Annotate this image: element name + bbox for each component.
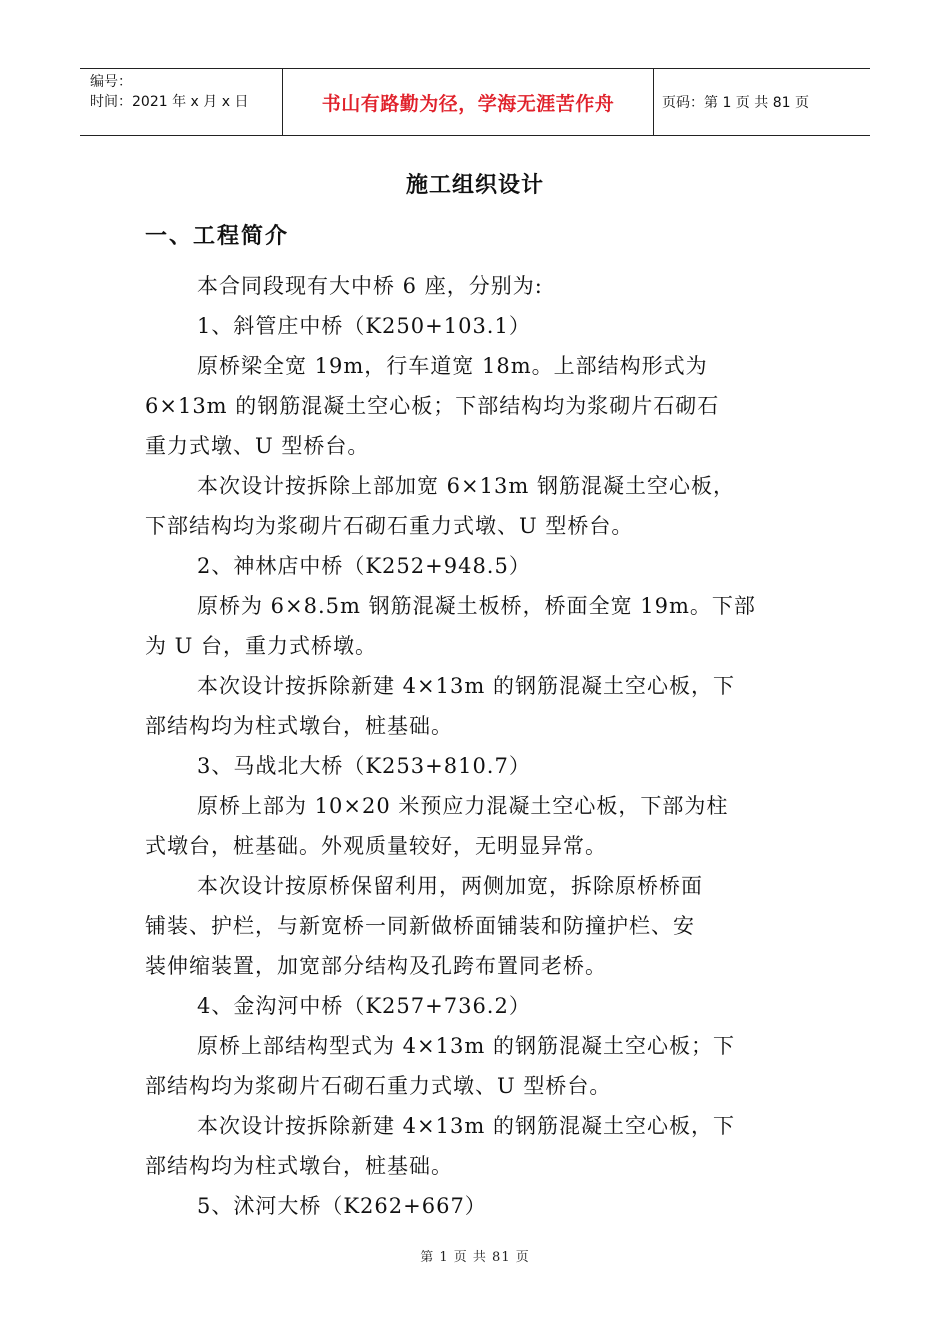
page-footer: 第 1 页 共 81 页 [420, 1250, 530, 1265]
body-line: 部结构均为浆砌片石砌石重力式墩、U 型桥台。 [145, 1074, 612, 1098]
body-line: 部结构均为柱式墩台，桩基础。 [145, 1154, 453, 1178]
body-line: 原桥上部为 10×20 米预应力混凝土空心板，下部为柱 [197, 794, 729, 818]
body-line: 下部结构均为浆砌片石砌石重力式墩、U 型桥台。 [145, 514, 634, 538]
body-line: 重力式墩、U 型桥台。 [145, 434, 370, 458]
body-line: 式墩台，桩基础。外观质量较好，无明显异常。 [145, 834, 607, 858]
body-line: 5、沭河大桥（K262+667） [197, 1194, 487, 1218]
body-line: 原桥梁全宽 19m，行车道宽 18m。上部结构形式为 [197, 354, 708, 378]
body-line: 1、斜管庄中桥（K250+103.1） [197, 314, 531, 338]
body-line: 本次设计按拆除上部加宽 6×13m 钢筋混凝土空心板， [197, 474, 735, 498]
body-line: 本合同段现有大中桥 6 座，分别为: [197, 274, 543, 298]
header-page-info: 页码：第 1 页 共 81 页 [662, 95, 809, 111]
body-line: 原桥上部结构型式为 4×13m 的钢筋混凝土空心板；下 [197, 1034, 735, 1058]
body-line: 本次设计按原桥保留利用，两侧加宽，拆除原桥桥面 [197, 874, 703, 898]
header-number-label: 编号： [90, 74, 132, 90]
body-line: 2、神林店中桥（K252+948.5） [197, 554, 531, 578]
body-line: 4、金沟河中桥（K257+736.2） [197, 994, 531, 1018]
document-body [145, 266, 805, 1226]
body-line: 本次设计按拆除新建 4×13m 的钢筋混凝土空心板，下 [197, 674, 735, 698]
page-header [80, 68, 870, 136]
body-line: 铺装、护栏，与新宽桥一同新做桥面铺装和防撞护栏、安 [145, 914, 695, 938]
header-meta [80, 69, 282, 135]
body-line: 3、马战北大桥（K253+810.7） [197, 754, 531, 778]
body-line: 为 U 台，重力式桥墩。 [145, 634, 378, 658]
body-line: 装伸缩装置，加宽部分结构及孔跨布置同老桥。 [145, 954, 607, 978]
body-line: 部结构均为柱式墩台，桩基础。 [145, 714, 453, 738]
body-line: 6×13m 的钢筋混凝土空心板；下部结构均为浆砌片石砌石 [145, 394, 720, 418]
body-line: 原桥为 6×8.5m 钢筋混凝土板桥，桥面全宽 19m。下部 [197, 594, 756, 618]
section-heading: 一、工程简介 [145, 224, 290, 249]
header-date-label: 时间：2021 年 x 月 x 日 [90, 94, 249, 110]
body-line: 本次设计按拆除新建 4×13m 的钢筋混凝土空心板，下 [197, 1114, 735, 1138]
header-motto: 书山有路勤为径，学海无涯苦作舟 [282, 69, 654, 135]
document-title: 施工组织设计 [405, 173, 544, 198]
